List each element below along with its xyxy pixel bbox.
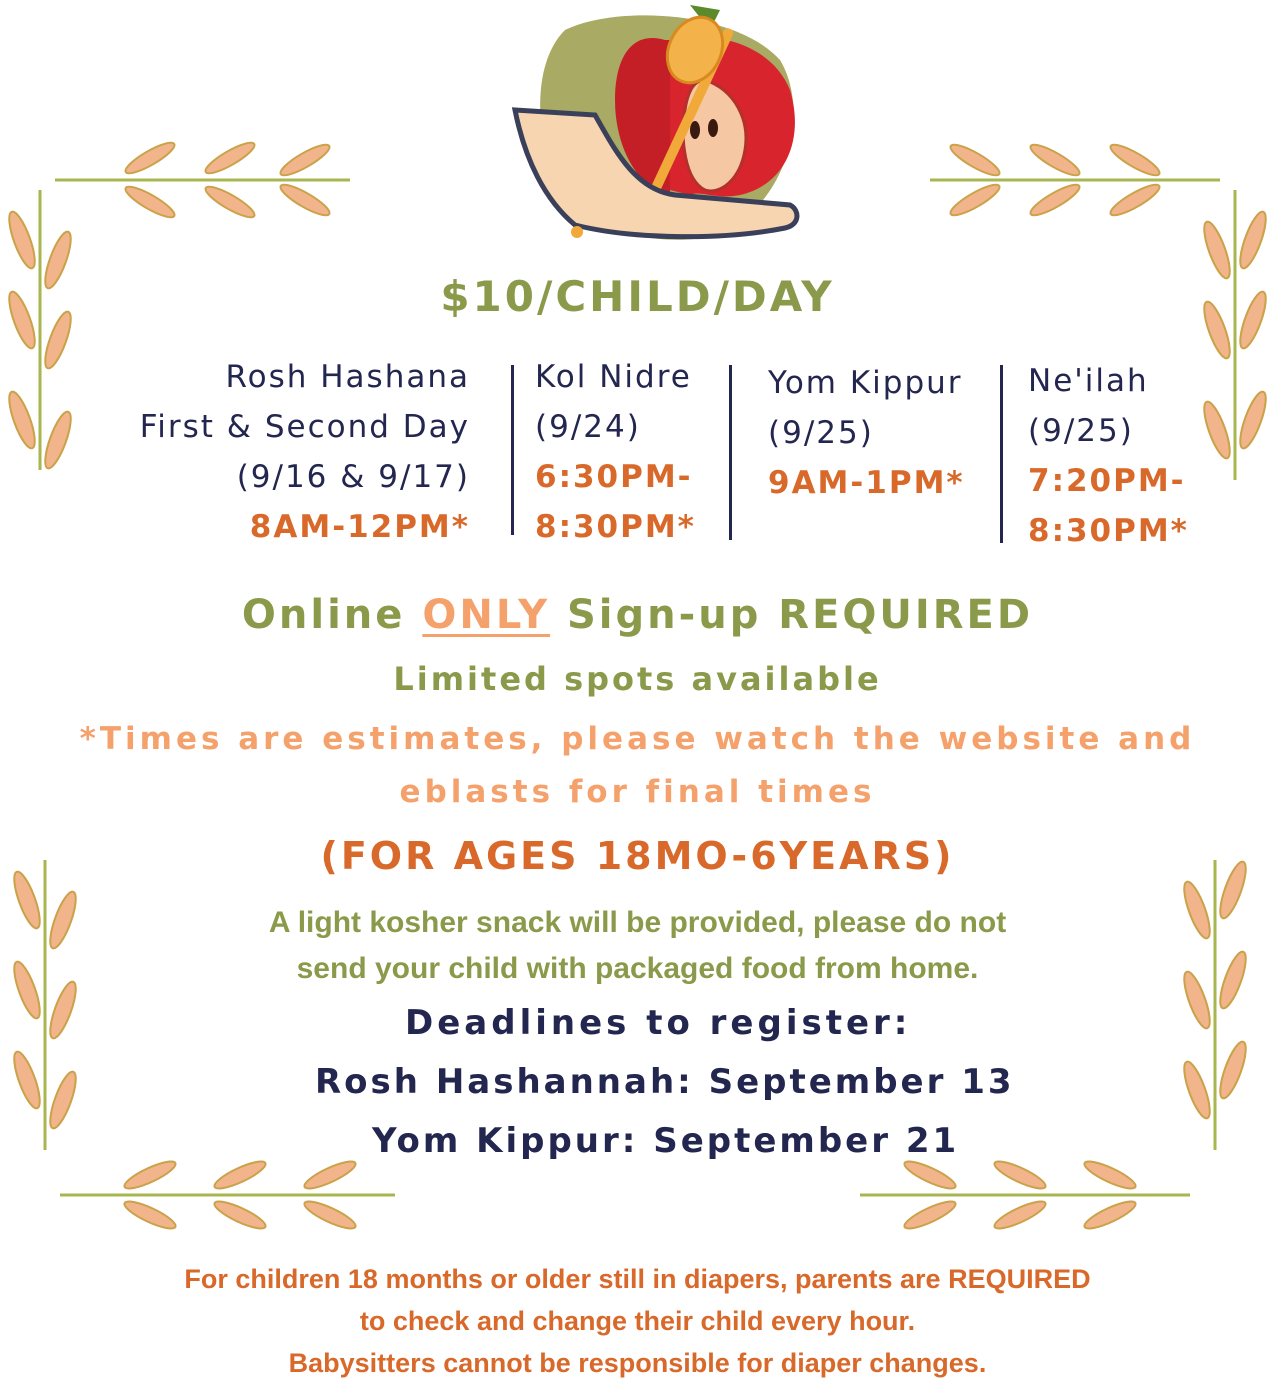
kol-time-start: 6:30PM- xyxy=(535,459,693,495)
wheat-branch-icon xyxy=(4,190,76,471)
diaper-line1: For children 18 months or older still in diapers, parents are REQUIRED xyxy=(184,1264,1091,1294)
yom-date: (9/25) xyxy=(768,415,874,451)
kol-date: (9/24) xyxy=(535,409,641,445)
price-heading: $10/CHILD/DAY xyxy=(440,272,835,321)
diaper-line2: to check and change their child every hour. xyxy=(359,1306,916,1336)
signup-required xyxy=(0,592,1275,638)
signup-only: ONLY xyxy=(422,592,551,638)
yom-name: Yom Kippur xyxy=(768,365,963,401)
wheat-branch-icon xyxy=(60,1157,395,1233)
rosh-dates: (9/16 & 9/17) xyxy=(236,459,470,495)
schedule-rosh-hashana xyxy=(125,352,470,552)
neilah-time-end: 8:30PM* xyxy=(1028,513,1189,549)
deadlines-heading: Deadlines to register: xyxy=(405,1003,912,1043)
rosh-name: Rosh Hashana xyxy=(225,359,470,395)
signup-post: Sign-up REQUIRED xyxy=(567,592,1034,638)
schedule-neilah xyxy=(1028,356,1189,556)
neilah-date: (9/25) xyxy=(1028,413,1134,449)
schedule-divider xyxy=(1000,365,1003,543)
kol-name: Kol Nidre xyxy=(535,359,692,395)
rosh-time: 8AM-12PM* xyxy=(249,509,470,545)
yom-time: 9AM-1PM* xyxy=(768,465,965,501)
schedule-divider xyxy=(729,365,732,540)
neilah-name: Ne'ilah xyxy=(1028,363,1149,399)
ages-heading: (FOR AGES 18MO-6YEARS) xyxy=(320,834,955,878)
snack-notice xyxy=(0,900,1275,992)
schedule-yom-kippur xyxy=(768,358,965,508)
wheat-branch-icon xyxy=(860,1157,1190,1233)
schedule-divider xyxy=(511,365,514,535)
schedule-kol-nidre xyxy=(535,352,696,552)
rosh-days: First & Second Day xyxy=(139,409,470,445)
deadline-yom-kippur: Yom Kippur: September 21 xyxy=(372,1121,960,1161)
snack-line1: A light kosher snack will be provided, please do not xyxy=(268,906,1007,939)
signup-pre: Online xyxy=(241,592,406,638)
kol-time-end: 8:30PM* xyxy=(535,509,696,545)
diaper-policy xyxy=(0,1258,1275,1384)
snack-line2: send your child with packaged food from home. xyxy=(296,952,979,985)
deadline-rosh-hashannah: Rosh Hashannah: September 13 xyxy=(315,1062,1015,1102)
times-note xyxy=(0,713,1275,819)
times-note-line2: eblasts for final times xyxy=(399,774,876,810)
wheat-branch-icon xyxy=(1199,190,1271,480)
diaper-line3: Babysitters cannot be responsible for diaper changes. xyxy=(288,1348,987,1378)
wheat-branch-icon xyxy=(55,138,350,222)
times-note-line1: *Times are estimates, please watch the website and xyxy=(79,721,1196,757)
wheat-branch-icon xyxy=(930,140,1220,220)
apple-honey-shofar-illustration xyxy=(505,0,815,245)
neilah-time-start: 7:20PM- xyxy=(1028,463,1186,499)
limited-spots: Limited spots available xyxy=(393,660,882,698)
